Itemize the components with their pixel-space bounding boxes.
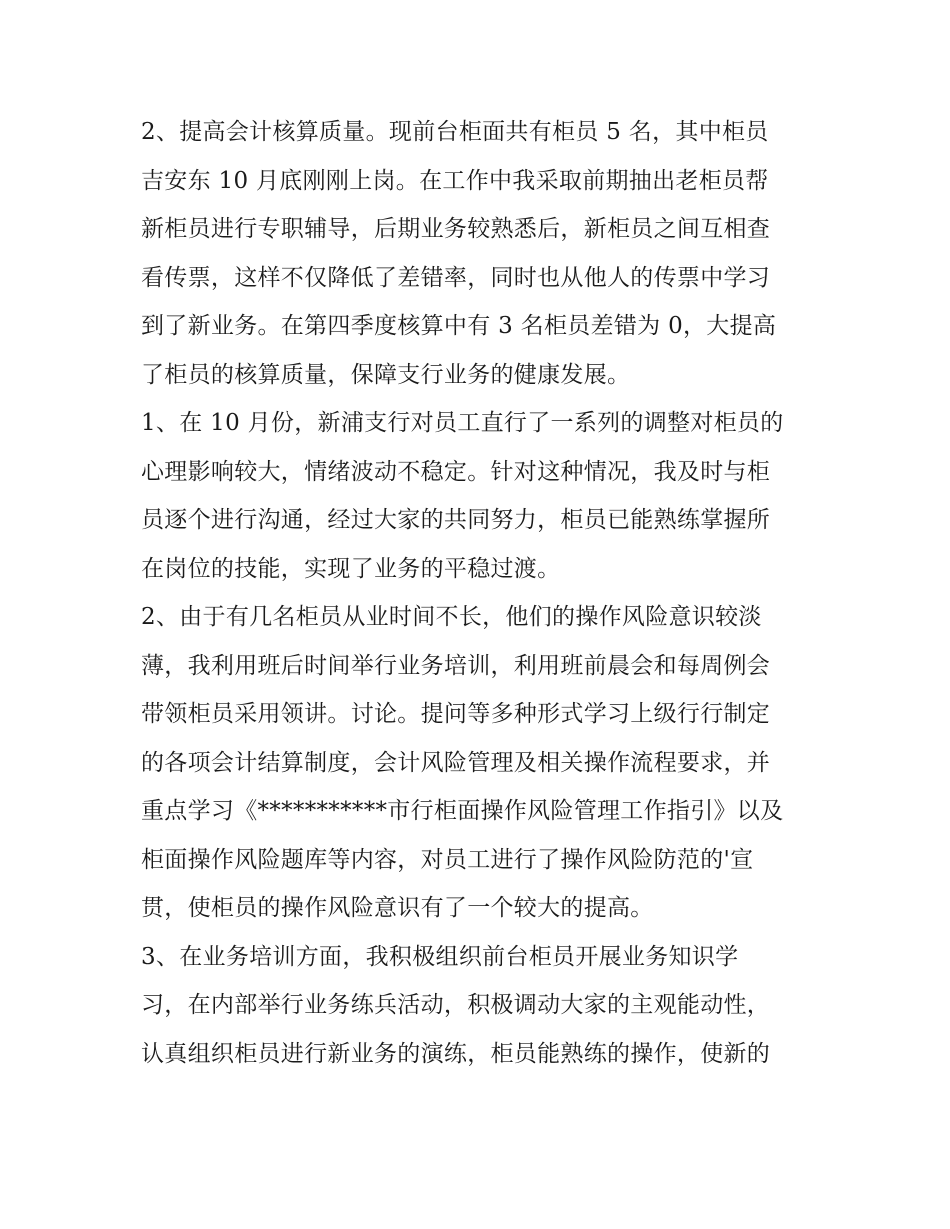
text-line: 吉安东 10 月底刚刚上岗。在工作中我采取前期抽出老柜员帮 bbox=[141, 167, 769, 194]
text-line: 心理影响较大，情绪波动不稳定。针对这种情况，我及时与柜 bbox=[141, 458, 771, 485]
text-line: 认真组织柜员进行新业务的演练，柜员能熟练的操作，使新的 bbox=[141, 1040, 771, 1067]
text-line: 新柜员进行专职辅导，后期业务较熟悉后，新柜员之间互相查 bbox=[141, 216, 771, 242]
text-line: 3、在业务培训方面，我积极组织前台柜员开展业务知识学 bbox=[141, 943, 739, 970]
paragraph-staff-adjustment bbox=[141, 399, 816, 593]
text-line: 贯，使柜员的操作风险意识有了一个较大的提高。 bbox=[141, 895, 654, 921]
text-line: 重点学习《***********市行柜面操作风险管理工作指引》以及 bbox=[141, 798, 784, 824]
paragraph-risk-training bbox=[141, 593, 816, 933]
text-line: 柜面操作风险题库等内容，对员工进行了操作风险防范的'宣 bbox=[141, 846, 754, 873]
text-line: 了柜员的核算质量，保障支行业务的健康发展。 bbox=[141, 361, 631, 388]
text-line: 员逐个进行沟通，经过大家的共同努力，柜员已能熟练掌握所 bbox=[141, 507, 771, 533]
text-line: 2、提高会计核算质量。现前台柜面共有柜员 5 名，其中柜员 bbox=[141, 119, 769, 145]
text-line: 的各项会计结算制度，会计风险管理及相关操作流程要求，并 bbox=[141, 749, 771, 776]
text-line: 2、由于有几名柜员从业时间不长，他们的操作风险意识较淡 bbox=[141, 604, 762, 630]
text-line: 带领柜员采用领讲。讨论。提问等多种形式学习上级行行制定 bbox=[141, 701, 771, 727]
text-line: 习，在内部举行业务练兵活动，积极调动大家的主观能动性， bbox=[141, 992, 771, 1018]
text-line: 到了新业务。在第四季度核算中有 3 名柜员差错为 0，大提高 bbox=[141, 313, 777, 339]
paragraph-business-training bbox=[141, 933, 816, 1079]
text-line: 薄，我利用班后时间举行业务培训，利用班前晨会和每周例会 bbox=[141, 652, 771, 679]
paragraph-accounting-quality bbox=[141, 108, 816, 399]
document-body bbox=[141, 108, 816, 1078]
text-line: 在岗位的技能，实现了业务的平稳过渡。 bbox=[141, 555, 561, 582]
text-line: 1、在 10 月份，新浦支行对员工直行了一系列的调整对柜员的 bbox=[141, 410, 784, 436]
text-line: 看传票，这样不仅降低了差错率，同时也从他人的传票中学习 bbox=[141, 264, 771, 291]
